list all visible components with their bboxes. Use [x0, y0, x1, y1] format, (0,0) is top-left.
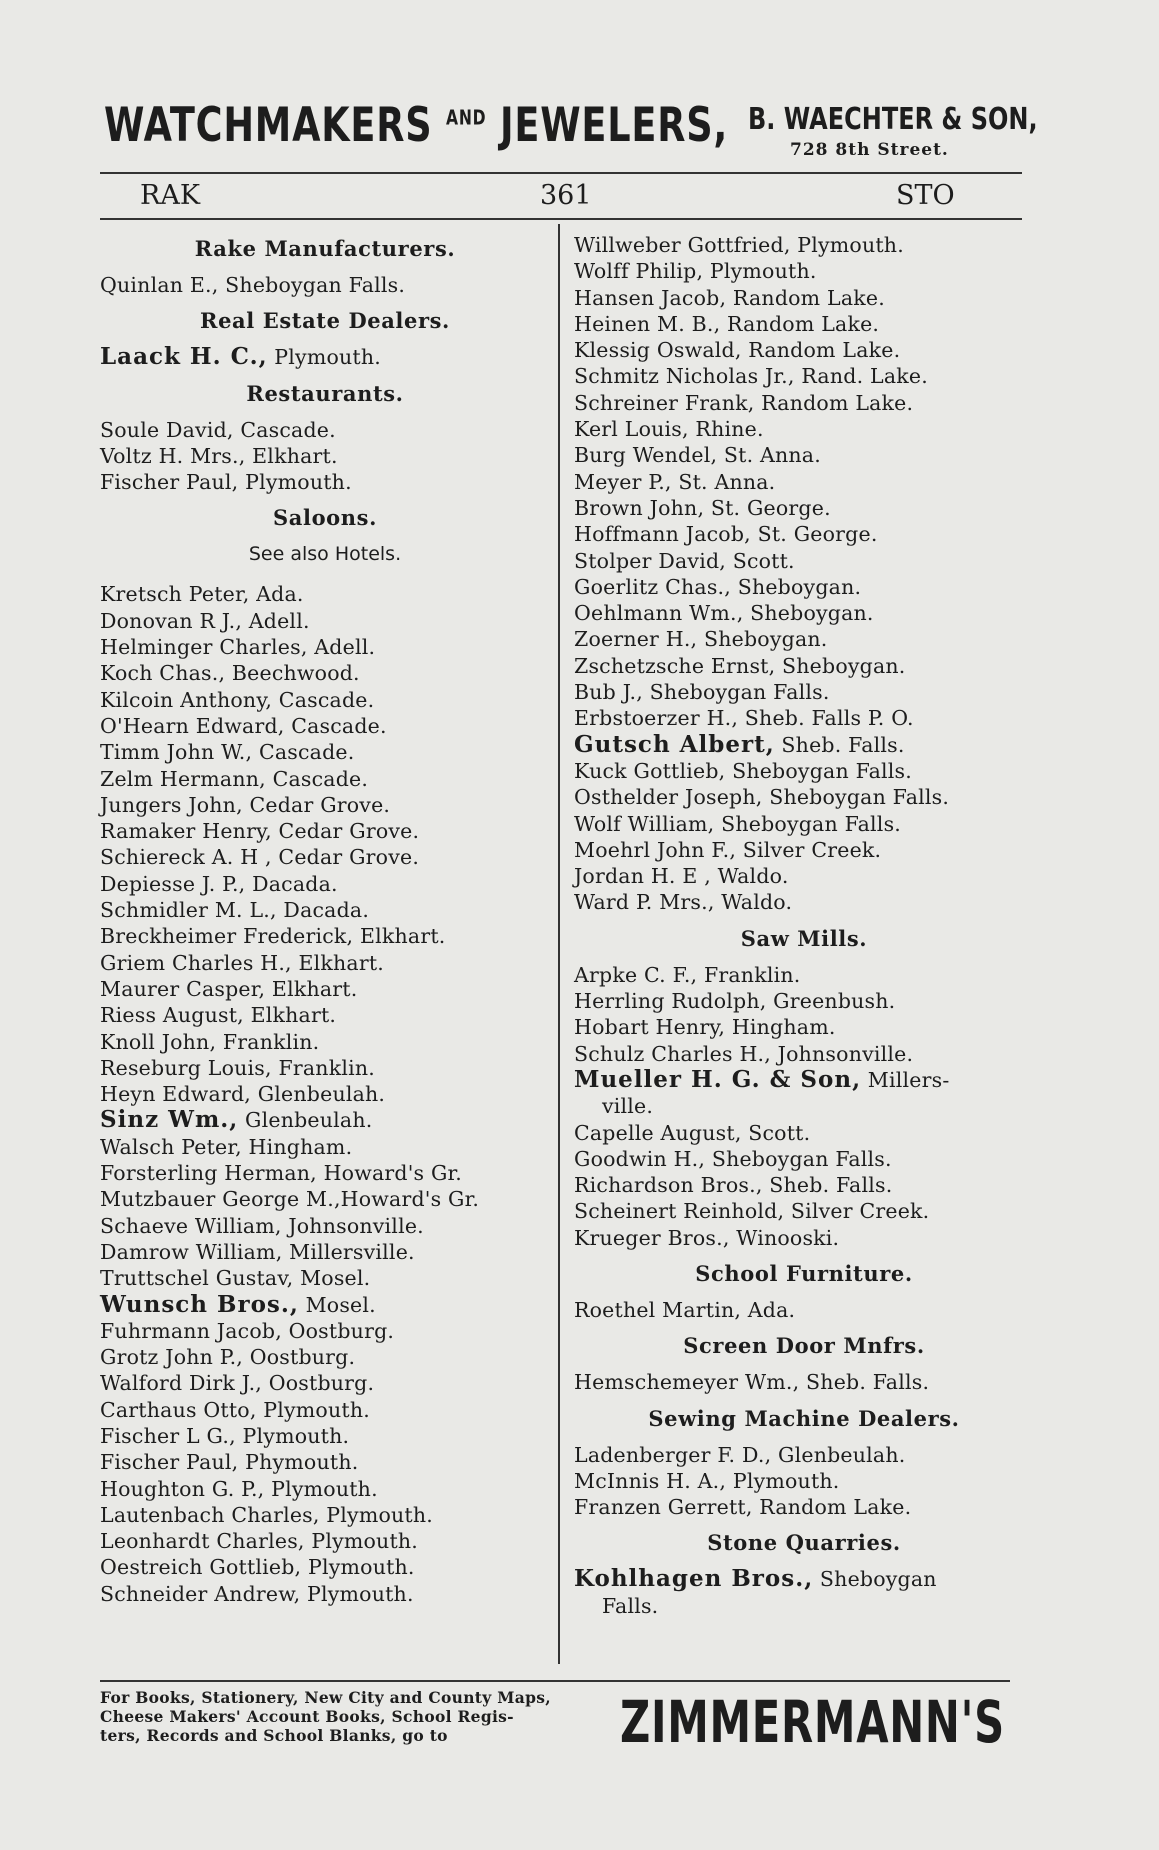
listing-entry: Oehlmann Wm., Sheboygan.: [574, 601, 874, 626]
listing-entry: Kilcoin Anthony, Cascade.: [100, 687, 375, 712]
listing-entry: Quinlan E., Sheboygan Falls.: [100, 273, 406, 297]
running-head-left: RAK: [140, 180, 200, 211]
banner-watchmakers-jewelers: [104, 98, 728, 153]
listing-entry: O'Hearn Edward, Cascade.: [100, 713, 387, 738]
saloons-list-3: [100, 1318, 550, 1607]
listing-entry: Heinen M. B., Random Lake.: [574, 311, 880, 336]
listing-entry: Kuck Gottlieb, Sheboygan Falls.: [574, 758, 912, 783]
listing-entry: Schneider Andrew, Plymouth.: [100, 1581, 414, 1606]
listing-entry: Hobart Henry, Hingham.: [574, 1015, 836, 1040]
banner-watchmakers: WATCHMAKERS: [104, 98, 433, 153]
listing-entry: Ward P. Mrs., Waldo.: [574, 890, 793, 915]
listing-entry: Schmidler M. L., Dacada.: [100, 898, 370, 923]
header-rule: [100, 218, 1022, 220]
banner-firm-name: B. WAECHTER & SON,: [748, 102, 1038, 137]
listing-entry: Schaeve William, Johnsonville.: [100, 1213, 424, 1238]
listing-entry: Soule David, Cascade.: [100, 417, 336, 442]
listing-entry: Willweber Gottfried, Plymouth.: [574, 233, 904, 257]
listing-entry: Erbstoerzer H., Sheb. Falls P. O.: [574, 706, 914, 731]
listing-entry: Meyer P., St. Anna.: [574, 469, 776, 494]
listing-entry: Depiesse J. P., Dacada.: [100, 871, 338, 896]
section-heading-restaurants: Restaurants.: [246, 380, 404, 406]
listing-entry: Fuhrmann Jacob, Oostburg.: [100, 1318, 395, 1343]
listing-entry: Schulz Charles H., Johnsonville.: [574, 1041, 914, 1066]
footer-line: For Books, Stationery, New City and County Maps,: [100, 1688, 551, 1707]
listing-entry: Moehrl John F., Silver Creek.: [574, 837, 882, 862]
listing-entry: Oestreich Gottlieb, Plymouth.: [100, 1555, 415, 1580]
listing-entry: Heyn Edward, Glenbeulah.: [100, 1082, 386, 1107]
section-heading-saw-mills: Saw Mills.: [740, 925, 868, 951]
featured-name: Laack H. C.,: [100, 343, 268, 371]
section-heading-real-estate: Real Estate Dealers.: [200, 308, 450, 334]
listing-entry: Riess August, Elkhart.: [100, 1003, 337, 1028]
featured-name: Wunsch Bros.,: [100, 1290, 299, 1318]
running-head-right: STO: [896, 180, 955, 211]
listing-entry-continuation: Falls.: [602, 1593, 659, 1618]
listing-entry: Ladenberger F. D., Glenbeulah.: [574, 1442, 906, 1467]
listing-entry: Arpke C. F., Franklin.: [574, 962, 801, 987]
listing-entry: Bub J., Sheboygan Falls.: [574, 680, 830, 705]
listing-entry: Helminger Charles, Adell.: [100, 635, 376, 660]
listing-entry-featured: [100, 344, 550, 370]
section-heading-rake: Rake Manufacturers.: [194, 236, 456, 261]
featured-name: Sinz Wm.,: [100, 1106, 239, 1134]
saloons-continued-1: [574, 232, 1034, 732]
listing-entry: Kretsch Peter, Ada.: [100, 582, 304, 607]
listing-entry: Goerlitz Chas., Sheboygan.: [574, 574, 862, 599]
listing-entry: Voltz H. Mrs., Elkhart.: [100, 443, 338, 468]
banner-jewelers: JEWELERS,: [499, 98, 729, 153]
listing-entry: Roethel Martin, Ada.: [574, 1297, 796, 1322]
listing-entry-featured: [574, 1067, 1034, 1093]
listing-entry: Jungers John, Cedar Grove.: [100, 792, 391, 817]
listing-entry: Kerl Louis, Rhine.: [574, 417, 764, 442]
section-heading-school-furniture: School Furniture.: [695, 1260, 913, 1286]
section-heading-screen-door: Screen Door Mnfrs.: [683, 1333, 925, 1359]
listing-entry: Reseburg Louis, Franklin.: [100, 1055, 375, 1080]
listing-entry: Walford Dirk J., Oostburg.: [100, 1371, 375, 1396]
listing-entry: Grotz John P., Oostburg.: [100, 1345, 356, 1370]
featured-location: Millers-: [861, 1067, 950, 1092]
listing-entry: Schmitz Nicholas Jr., Rand. Lake.: [574, 364, 928, 389]
listing-entry: Fischer L G., Plymouth.: [100, 1423, 350, 1448]
featured-name: Kohlhagen Bros.,: [574, 1565, 814, 1593]
right-column: [574, 232, 1034, 1619]
footer-line: Cheese Makers' Account Books, School Regis-: [100, 1707, 514, 1726]
listing-entry: Carthaus Otto, Plymouth.: [100, 1397, 370, 1422]
footer-line: ters, Records and School Blanks, go to: [100, 1726, 448, 1745]
listing-entry: Forsterling Herman, Howard's Gr.: [100, 1161, 463, 1186]
saloons-list-1: [100, 581, 550, 1107]
listing-entry: Donovan R J., Adell.: [100, 608, 310, 633]
banner-and: AND: [445, 105, 487, 130]
section-heading-saloons: Saloons.: [273, 505, 377, 531]
listing-entry: Mutzbauer George M.,Howard's Gr.: [100, 1187, 480, 1212]
listing-entry-featured: [100, 1292, 550, 1318]
listing-entry: Scheinert Reinhold, Silver Creek.: [574, 1199, 930, 1224]
listing-entry: Griem Charles H., Elkhart.: [100, 950, 385, 975]
listing-entry: Hoffmann Jacob, St. George.: [574, 522, 878, 547]
listing-entry: Zelm Hermann, Cascade.: [100, 766, 369, 791]
footer-rule: [100, 1680, 1010, 1682]
listing-entry: Wolff Philip, Plymouth.: [574, 259, 817, 284]
footer-advertisement-text: [100, 1688, 620, 1745]
listing-entry: Fischer Paul, Plymouth.: [100, 470, 352, 495]
listing-entry-featured: [100, 1107, 550, 1133]
listing-entry: Goodwin H., Sheboygan Falls.: [574, 1146, 892, 1171]
featured-location: Sheboygan: [813, 1567, 937, 1592]
listing-entry: McInnis H. A., Plymouth.: [574, 1468, 840, 1493]
top-rule: [100, 172, 1022, 174]
featured-name: Mueller H. G. & Son,: [574, 1065, 862, 1093]
listing-entry: Hemschemeyer Wm., Sheb. Falls.: [574, 1370, 930, 1395]
listing-entry: Capelle August, Scott.: [574, 1120, 811, 1145]
listing-entry: Timm John W., Cascade.: [100, 740, 355, 765]
listing-entry: Walsch Peter, Hingham.: [100, 1134, 353, 1159]
left-column: [100, 226, 550, 1607]
featured-location: Glenbeulah.: [238, 1108, 373, 1133]
listing-entry: Osthelder Joseph, Sheboygan Falls.: [574, 785, 950, 810]
listing-entry-continuation: ville.: [602, 1094, 654, 1119]
listing-entry: Richardson Bros., Sheb. Falls.: [574, 1173, 893, 1198]
footer-advertiser-name: ZIMMERMANN'S: [620, 1688, 1005, 1756]
banner-address: 728 8th Street.: [790, 140, 949, 160]
listing-entry-featured: [574, 732, 1034, 758]
featured-location: Mosel.: [298, 1292, 376, 1317]
listing-entry: Franzen Gerrett, Random Lake.: [574, 1495, 912, 1520]
listing-entry: Klessig Oswald, Random Lake.: [574, 338, 901, 363]
listing-entry: Truttschel Gustav, Mosel.: [100, 1266, 371, 1291]
listing-entry: Breckheimer Frederick, Elkhart.: [100, 924, 446, 949]
listing-entry: Fischer Paul, Phymouth.: [100, 1450, 359, 1475]
section-heading-sewing-machine: Sewing Machine Dealers.: [648, 1405, 960, 1431]
featured-name: Gutsch Albert,: [574, 730, 775, 758]
saloons-continued-2: [574, 758, 1034, 916]
featured-location: Sheb. Falls.: [774, 732, 905, 757]
cross-reference: See also Hotels.: [248, 543, 402, 566]
listing-entry: Houghton G. P., Plymouth.: [100, 1476, 378, 1501]
featured-location: Plymouth.: [267, 345, 381, 370]
listing-entry: Knoll John, Franklin.: [100, 1029, 320, 1054]
listing-entry: Burg Wendel, St. Anna.: [574, 443, 821, 468]
listing-entry: Zschetzsche Ernst, Sheboygan.: [574, 653, 906, 678]
listing-entry: Maurer Casper, Elkhart.: [100, 976, 358, 1001]
listing-entry: Schiereck A. H , Cedar Grove.: [100, 845, 420, 870]
listing-entry-featured: [574, 1566, 1034, 1592]
listing-entry: Wolf William, Sheboygan Falls.: [574, 811, 902, 836]
column-divider: [558, 224, 560, 1664]
listing-entry: Krueger Bros., Winooski.: [574, 1225, 840, 1250]
listing-entry: Damrow William, Millersville.: [100, 1239, 415, 1264]
listing-entry: Hansen Jacob, Random Lake.: [574, 285, 885, 310]
listing-entry: Zoerner H., Sheboygan.: [574, 627, 828, 652]
listing-entry: Ramaker Henry, Cedar Grove.: [100, 819, 420, 844]
listing-entry: Leonhardt Charles, Plymouth.: [100, 1529, 419, 1554]
listing-entry: Koch Chas., Beechwood.: [100, 661, 360, 686]
page-number: 361: [540, 180, 592, 211]
listing-entry: Jordan H. E , Waldo.: [574, 864, 789, 889]
saloons-list-2: [100, 1134, 550, 1292]
advertisement-banner: [100, 94, 1038, 170]
listing-entry: Herrling Rudolph, Greenbush.: [574, 989, 896, 1014]
listing-entry: Stolper David, Scott.: [574, 548, 795, 573]
section-heading-stone-quarries: Stone Quarries.: [707, 1530, 901, 1556]
listing-entry: Schreiner Frank, Random Lake.: [574, 390, 914, 415]
listing-entry: Lautenbach Charles, Plymouth.: [100, 1502, 433, 1527]
listing-entry: Brown John, St. George.: [574, 495, 831, 520]
